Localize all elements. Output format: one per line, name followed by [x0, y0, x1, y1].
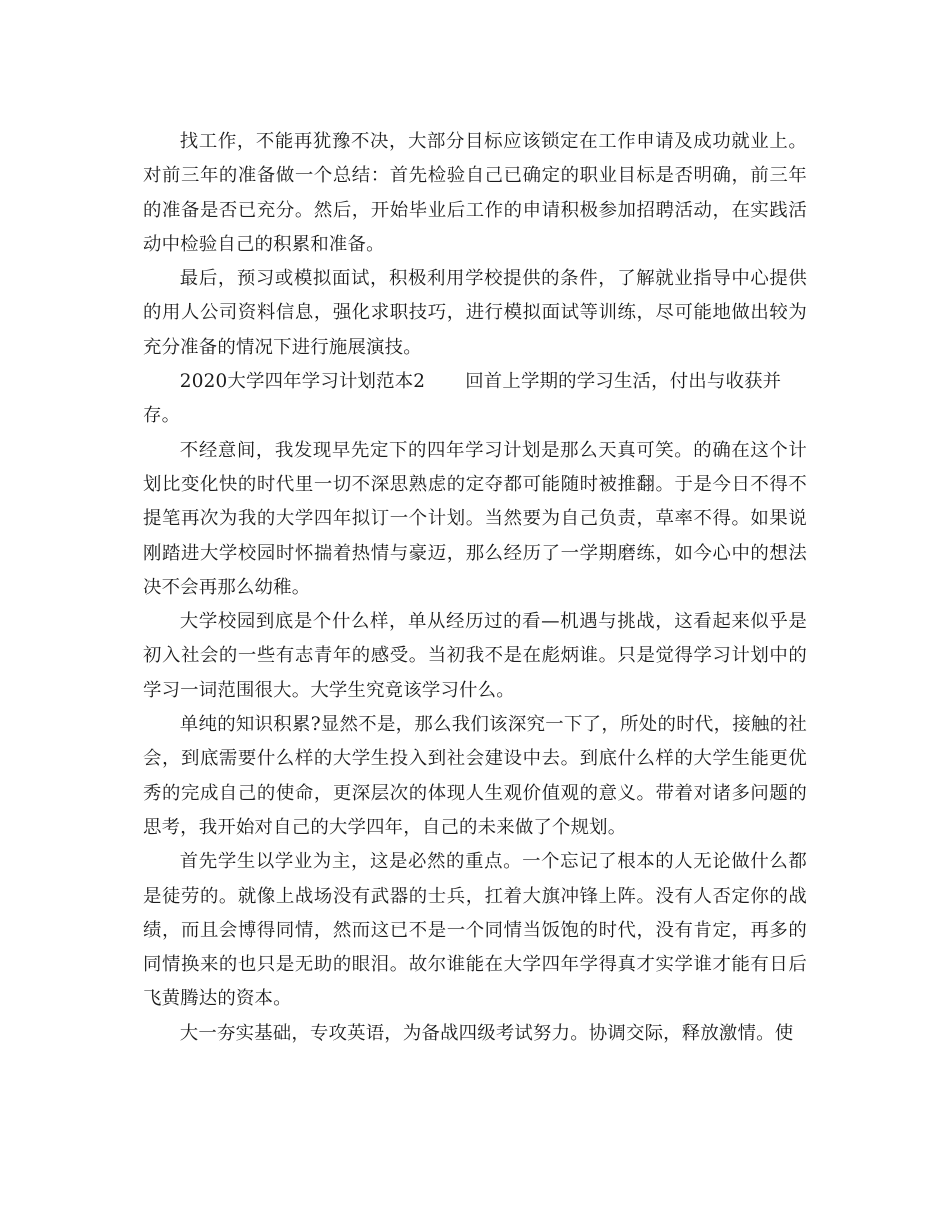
paragraph-knowledge: 单纯的知识积累?显然不是，那么我们该深究一下了，所处的时代，接触的社会，到底需要什么样的大学生投入到社会建设中去。到底什么样的大学生能更优秀的完成自己的使命，更深层次的体现人生观价值观的意义。带着对诸多问题的思考，我开始对自己的大学四年，自己的未来做了个规划。: [143, 714, 807, 838]
paragraph-study-first: 首先学生以学业为主，这是必然的重点。一个忘记了根本的人无论做什么都是徒劳的。就像上战场没有武器的士兵，扛着大旗冲锋上阵。没有人否定你的战绩，而且会博得同情，然而这已不是一个同情当饭饱的时代，没有肯定，再多的同情换来的也只是无助的眼泪。故尔谁能在大学四年学得真才实学谁才能有日后飞黄腾达的资本。: [143, 851, 807, 1010]
paragraph-campus: 大学校园到底是个什么样，单从经历过的看—机遇与挑战，这看起来似乎是初入社会的一些有志青年的感受。当初我不是在彪炳谁。只是觉得学习计划中的学习一词范围很大。大学生究竟该学习什么。: [143, 611, 807, 701]
paragraph-job-search: 找工作，不能再犹豫不决，大部分目标应该锁定在工作申请及成功就业上。对前三年的准备做一个总结：首先检验自己已确定的职业目标是否明确，前三年的准备是否已充分。然后，开始毕业后工作的申请积极参加招聘活动，在实践活动中检验自己的积累和准备。: [143, 131, 807, 255]
section-title: 2020大学四年学习计划范本2: [179, 371, 426, 393]
paragraph-first-year: 大一夯实基础，专攻英语，为备战四级考试努力。协调交际，释放激情。使: [179, 1022, 794, 1044]
section-heading-paragraph: [143, 365, 807, 434]
paragraph-mock-interview: 最后，预习或模拟面试，积极利用学校提供的条件，了解就业指导中心提供的用人公司资料信息，强化求职技巧，进行模拟面试等训练，尽可能地做出较为充分准备的情况下进行施展演技。: [143, 268, 807, 358]
document-page: [143, 125, 807, 1051]
paragraph-plan-naive: 不经意间，我发现早先定下的四年学习计划是那么天真可笑。的确在这个计划比变化快的时代里一切不深思熟虑的定夺都可能随时被推翻。于是今日不得不提笔再次为我的大学四年拟订一个计划。当然要为自己负责，草率不得。如果说刚踏进大学校园时怀揣着热情与豪迈，那么经历了一学期磨练，如今心中的想法决不会再那么幼稚。: [143, 439, 807, 598]
section-lead: 回首上学期的学习生活，付出与收获并存。: [143, 371, 782, 427]
